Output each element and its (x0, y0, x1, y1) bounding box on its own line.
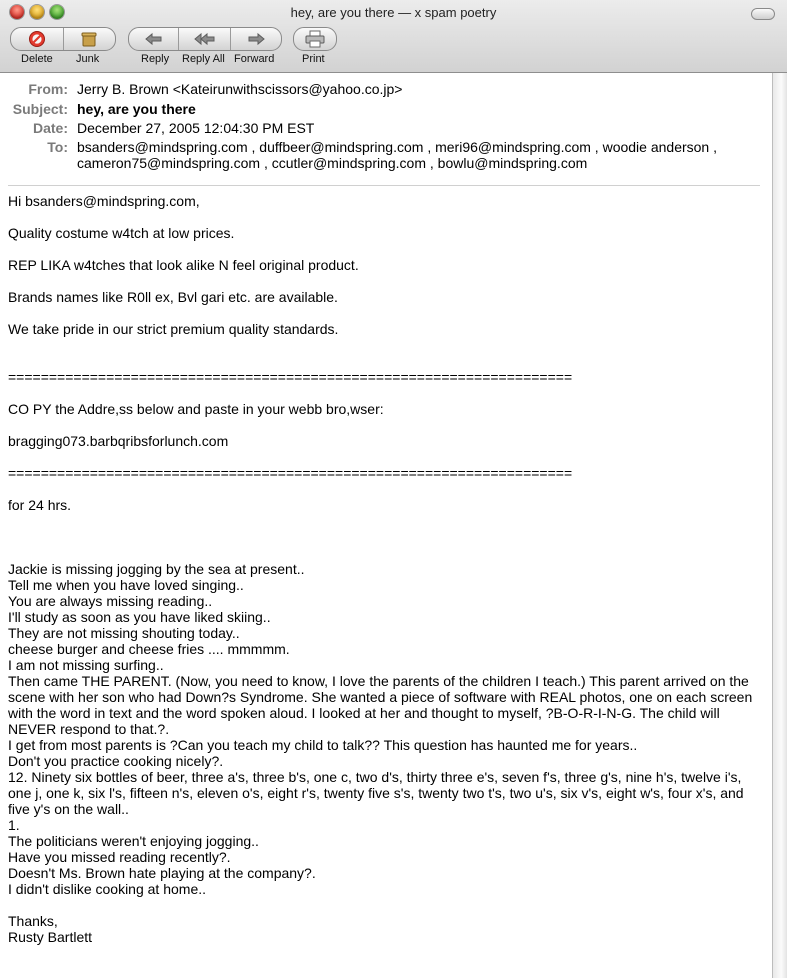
reply-button[interactable] (129, 28, 179, 50)
delete-label[interactable]: Delete (21, 53, 53, 65)
poem-line: They are not missing shouting today.. (8, 625, 240, 641)
junk-button[interactable] (64, 28, 116, 50)
poem-line: Have you missed reading recently?. (8, 849, 231, 865)
separator-rule: ===================================================================== (8, 369, 573, 385)
delete-icon (28, 30, 46, 48)
poem-line: Don't you practice cooking nicely?. (8, 753, 224, 769)
forward-button[interactable] (231, 28, 281, 50)
window-title: hey, are you there — x spam poetry (290, 5, 497, 20)
poem-line: I'll study as soon as you have liked skiing.. (8, 609, 271, 625)
from-value[interactable]: Jerry B. Brown <Kateirunwithscissors@yahoo.co.jp> (77, 81, 403, 97)
copy-instruction: CO PY the Addre,ss below and paste in your webb bro,wser: (8, 401, 384, 417)
poem-line: I get from most parents is ?Can you teach my child to talk?? This question has haunted me for years.. (8, 737, 638, 753)
body-paragraph: Brands names like R0ll ex, Bvl gari etc. are available. (8, 289, 338, 305)
poem-line: Tell me when you have loved singing.. (8, 577, 244, 593)
print-button[interactable] (294, 28, 336, 50)
delete-button[interactable] (11, 28, 64, 50)
reply-group (128, 27, 282, 51)
to-label: To: (47, 139, 68, 155)
reply-all-icon (194, 31, 216, 47)
poem-line: 12. Ninety six bottles of beer, three a's, three b's, one c, two d's, thirty three e's, seven f's, three g's, nine h's, twelve i's, one j, one k, six l's, fifteen n's, eleven o's, eight r's, twenty five s's, twenty two t's, two u's, six v's, eight w's, four x's, and five y's on the wall.. (8, 769, 748, 817)
window-chrome (0, 0, 787, 73)
poem-line: cheese burger and cheese fries .... mmmmm. (8, 641, 290, 657)
body-paragraph: We take pride in our strict premium quality standards. (8, 321, 339, 337)
signature: Rusty Bartlett (8, 929, 93, 945)
subject-label: Subject: (12, 101, 68, 117)
junk-label[interactable]: Junk (76, 53, 100, 65)
reply-all-button[interactable] (179, 28, 230, 50)
poem-line: Jackie is missing jogging by the sea at present.. (8, 561, 305, 577)
date-label: Date: (32, 120, 68, 136)
toolbar-toggle-button[interactable] (751, 8, 775, 20)
print-group (293, 27, 337, 51)
body-paragraph: REP LIKA w4tches that look alike N feel original product. (8, 257, 359, 273)
signoff: Thanks, (8, 913, 58, 929)
spam-address: bragging073.barbqribsforlunch.com (8, 433, 229, 449)
junk-icon (80, 30, 98, 48)
poem-line: You are always missing reading.. (8, 593, 213, 609)
hours-line: for 24 hrs. (8, 497, 72, 513)
message-body (8, 193, 760, 945)
header-divider (8, 185, 760, 186)
poem-line: Doesn't Ms. Brown hate playing at the company?. (8, 865, 316, 881)
to-value[interactable] (77, 139, 767, 171)
greeting: Hi bsanders@mindspring.com, (8, 193, 200, 209)
print-label[interactable]: Print (302, 53, 325, 65)
to-recipients-line-1[interactable]: bsanders@mindspring.com , duffbeer@mindspring.com , meri96@mindspring.com , woodie anderson , (77, 139, 718, 155)
to-recipients-line-2[interactable]: cameron75@mindspring.com , ccutler@mindspring.com , bowlu@mindspring.com (77, 155, 588, 171)
forward-icon (246, 31, 266, 47)
poem-line: 1. (8, 817, 20, 833)
poem-line: I didn't dislike cooking at home.. (8, 881, 207, 897)
date-value: December 27, 2005 12:04:30 PM EST (77, 120, 315, 136)
poem-line: Then came THE PARENT. (Now, you need to know, I love the parents of the children I teach.) This parent arrived on the scene with her son who had Down?s Syndrome. She wanted a piece of software with REAL photos, one on each screen with the word in text and the word spoken aloud. I looked at her and thought to myself, ?B-O-R-I-N-G. The child will NEVER respond to that.?. (8, 673, 757, 737)
vertical-scrollbar[interactable] (772, 73, 787, 978)
separator-rule: ===================================================================== (8, 465, 573, 481)
from-label: From: (28, 81, 68, 97)
poem-line: The politicians weren't enjoying jogging.. (8, 833, 259, 849)
reply-icon (144, 31, 164, 47)
reply-label[interactable]: Reply (141, 53, 170, 65)
poem-line: I am not missing surfing.. (8, 657, 164, 673)
reply-all-label[interactable]: Reply All (182, 53, 225, 65)
subject-value: hey, are you there (77, 101, 196, 117)
body-paragraph: Quality costume w4tch at low prices. (8, 225, 235, 241)
printer-icon (305, 30, 325, 48)
delete-junk-group (10, 27, 116, 51)
forward-label[interactable]: Forward (234, 53, 275, 65)
